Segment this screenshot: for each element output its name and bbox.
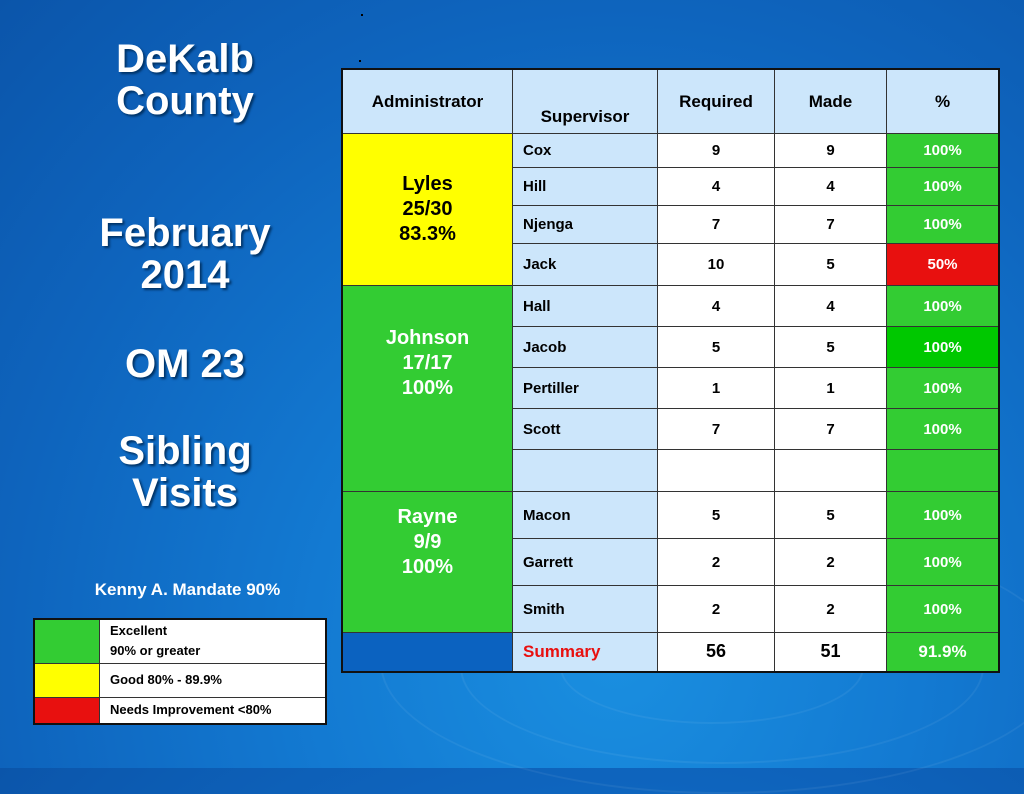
title-line: DeKalb xyxy=(116,37,254,81)
required-cell: 7 xyxy=(658,409,775,450)
percent-cell: 100% xyxy=(887,286,1000,327)
admin-ratio: 17/17 xyxy=(402,352,453,374)
empty-cell xyxy=(513,450,658,492)
stray-dot xyxy=(361,14,363,16)
legend-text-good: Good 80% - 89.9% xyxy=(100,663,327,697)
title-line: 2014 xyxy=(140,253,230,297)
supervisor-cell: Pertiller xyxy=(513,368,658,409)
percent-cell: 100% xyxy=(887,492,1000,539)
made-cell: 5 xyxy=(775,327,887,368)
required-cell: 4 xyxy=(658,286,775,327)
percent-cell: 100% xyxy=(887,327,1000,368)
made-cell: 5 xyxy=(775,244,887,286)
legend-swatch-green xyxy=(34,619,100,663)
admin-ratio: 9/9 xyxy=(413,530,442,553)
empty-cell xyxy=(658,450,775,492)
legend xyxy=(33,618,327,725)
required-cell: 9 xyxy=(658,134,775,168)
supervisor-cell: Macon xyxy=(513,492,658,539)
admin-percent: 83.3% xyxy=(399,223,456,245)
required-cell: 7 xyxy=(658,206,775,244)
made-cell: 1 xyxy=(775,368,887,409)
made-cell: 4 xyxy=(775,168,887,206)
admin-percent: 100% xyxy=(401,377,454,399)
mandate-label: Kenny A. Mandate 90% xyxy=(94,580,281,599)
title-line: OM 23 xyxy=(124,342,246,386)
header-made: Made xyxy=(775,69,887,134)
header-percent: % xyxy=(887,69,1000,134)
title-line: County xyxy=(116,79,254,123)
admin-name: Rayne xyxy=(397,505,458,528)
percent-cell: 100% xyxy=(887,368,1000,409)
legend-row-excellent xyxy=(34,619,326,663)
summary-made: 51 xyxy=(775,633,887,672)
admin-cell-johnson xyxy=(342,286,513,492)
required-cell: 5 xyxy=(658,492,775,539)
admin-cell-lyles xyxy=(342,134,513,286)
table-row xyxy=(342,286,999,327)
title-date xyxy=(40,212,330,296)
admin-cell-rayne xyxy=(342,492,513,633)
percent-cell: 50% xyxy=(887,244,1000,286)
required-cell: 10 xyxy=(658,244,775,286)
percent-cell: 100% xyxy=(887,539,1000,586)
title-measure xyxy=(40,343,330,385)
supervisor-cell: Jack xyxy=(513,244,658,286)
made-cell: 7 xyxy=(775,409,887,450)
summary-label: Summary xyxy=(513,633,658,672)
title-county xyxy=(40,38,330,122)
header-administrator: Administrator xyxy=(342,69,513,134)
stray-dot xyxy=(359,60,361,62)
made-cell: 9 xyxy=(775,134,887,168)
spacer xyxy=(343,580,512,620)
required-cell: 4 xyxy=(658,168,775,206)
summary-blank-cell xyxy=(342,633,513,672)
supervisor-cell: Smith xyxy=(513,586,658,633)
made-cell: 2 xyxy=(775,586,887,633)
made-cell: 5 xyxy=(775,492,887,539)
made-cell: 4 xyxy=(775,286,887,327)
percent-cell: 100% xyxy=(887,206,1000,244)
made-cell: 2 xyxy=(775,539,887,586)
supervisor-cell: Cox xyxy=(513,134,658,168)
supervisor-cell: Garrett xyxy=(513,539,658,586)
legend-text-excellent xyxy=(100,619,327,663)
required-cell: 2 xyxy=(658,539,775,586)
legend-swatch-red xyxy=(34,697,100,724)
legend-row-good xyxy=(34,663,326,697)
header-supervisor: Supervisor xyxy=(513,69,658,134)
legend-line: Excellent xyxy=(110,623,168,639)
supervisor-cell: Hill xyxy=(513,168,658,206)
admin-percent: 100% xyxy=(401,555,454,578)
required-cell: 5 xyxy=(658,327,775,368)
summary-percent: 91.9% xyxy=(887,633,1000,672)
title-line: Sibling xyxy=(118,429,252,473)
table-row xyxy=(342,492,999,539)
percent-cell: 100% xyxy=(887,134,1000,168)
title-line: February xyxy=(99,211,271,255)
summary-required: 56 xyxy=(658,633,775,672)
legend-swatch-yellow xyxy=(34,663,100,697)
legend-row-needs-improvement xyxy=(34,697,326,724)
percent-cell: 100% xyxy=(887,168,1000,206)
title-line: Visits xyxy=(132,471,238,515)
empty-cell xyxy=(775,450,887,492)
visits-table xyxy=(341,68,1000,673)
supervisor-cell: Hall xyxy=(513,286,658,327)
legend-line: 90% or greater xyxy=(110,643,201,659)
made-cell: 7 xyxy=(775,206,887,244)
required-cell: 2 xyxy=(658,586,775,633)
required-cell: 1 xyxy=(658,368,775,409)
admin-name: Johnson xyxy=(385,327,470,349)
title-topic xyxy=(40,430,330,514)
header-row xyxy=(342,69,999,134)
percent-cell: 100% xyxy=(887,409,1000,450)
admin-name: Lyles xyxy=(402,173,453,195)
supervisor-cell: Scott xyxy=(513,409,658,450)
summary-row xyxy=(342,633,999,672)
header-required: Required xyxy=(658,69,775,134)
empty-cell xyxy=(887,450,1000,492)
admin-ratio: 25/30 xyxy=(402,198,453,220)
supervisor-cell: Njenga xyxy=(513,206,658,244)
supervisor-cell: Jacob xyxy=(513,327,658,368)
legend-text-needs-improvement: Needs Improvement <80% xyxy=(100,697,327,724)
table-row xyxy=(342,134,999,168)
spacer xyxy=(343,401,512,451)
percent-cell: 100% xyxy=(887,586,1000,633)
